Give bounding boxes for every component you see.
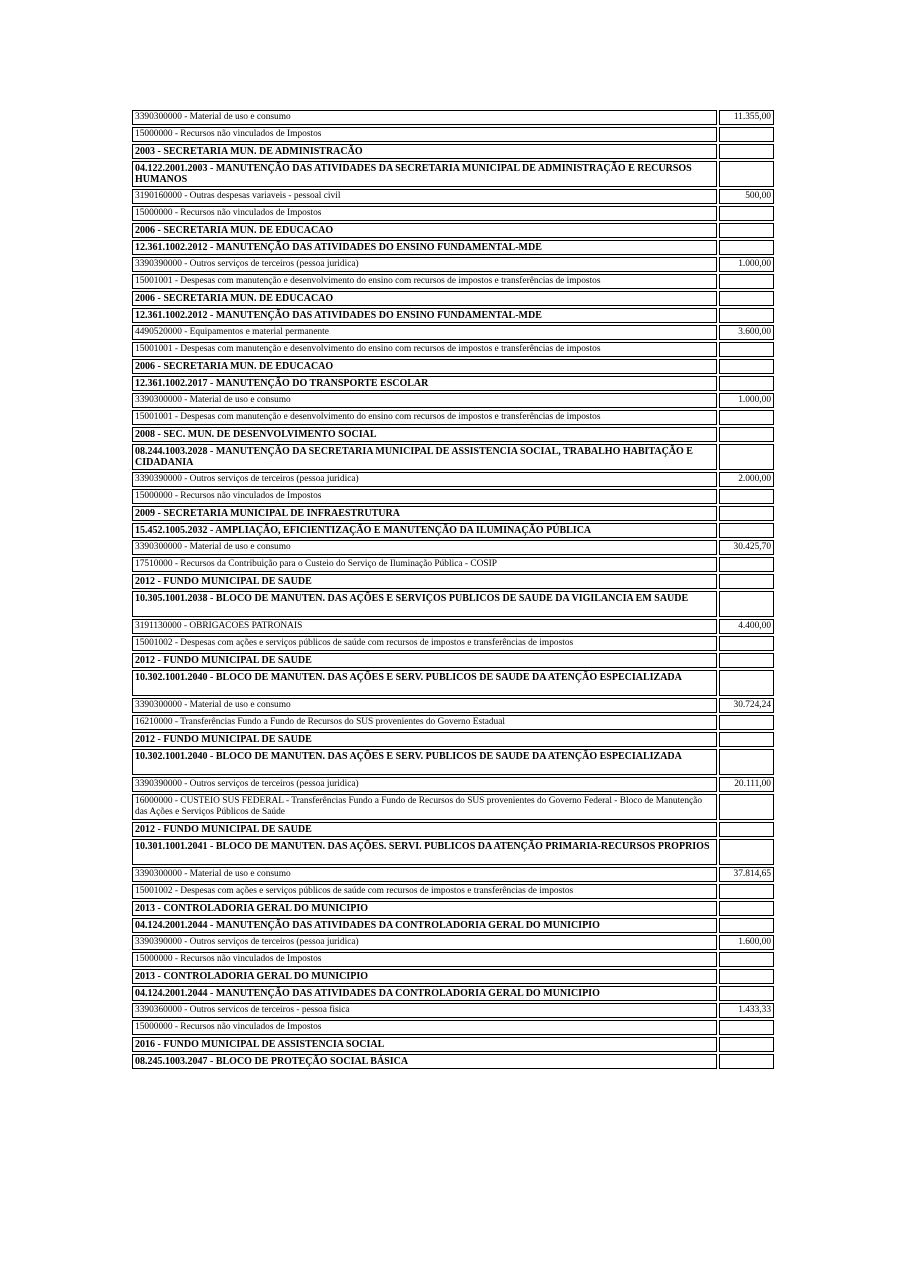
line-item-row xyxy=(132,257,774,272)
section-row xyxy=(132,240,774,255)
row-amount: 11.355,00 xyxy=(719,110,774,125)
row-description: 3191130000 - OBRIGACOES PATRONAIS xyxy=(132,619,717,634)
section-row xyxy=(132,670,774,696)
row-description: 3390390000 - Outros serviços de terceiros (pessoa juridica) xyxy=(132,777,717,792)
row-amount: 4.400,00 xyxy=(719,619,774,634)
row-description: 12.361.1002.2017 - MANUTENÇÃO DO TRANSPORTE ESCOLAR xyxy=(132,376,717,391)
section-row xyxy=(132,822,774,837)
row-amount xyxy=(719,444,774,470)
section-row xyxy=(132,749,774,775)
row-description: 15001001 - Despesas com manutenção e desenvolvimento do ensino com recursos de impostos e transferências de impostos xyxy=(132,274,717,289)
row-description: 15000000 - Recursos não vinculados de Impostos xyxy=(132,952,717,967)
row-amount: 37.814,65 xyxy=(719,867,774,882)
row-description: 2009 - SECRETARIA MUNICIPAL DE INFRAESTRUTURA xyxy=(132,506,717,521)
row-amount: 3.600,00 xyxy=(719,325,774,340)
line-item-row xyxy=(132,867,774,882)
row-amount xyxy=(719,591,774,617)
row-amount xyxy=(719,223,774,238)
row-description: 2012 - FUNDO MUNICIPAL DE SAUDE xyxy=(132,574,717,589)
row-amount xyxy=(719,732,774,747)
row-amount xyxy=(719,969,774,984)
row-description: 15001002 - Despesas com ações e serviços públicos de saúde com recursos de impostos e transferências de impostos xyxy=(132,884,717,899)
row-description: 2006 - SECRETARIA MUN. DE EDUCACAO xyxy=(132,359,717,374)
line-item-row xyxy=(132,777,774,792)
line-item-row xyxy=(132,884,774,899)
row-description: 2012 - FUNDO MUNICIPAL DE SAUDE xyxy=(132,822,717,837)
section-row xyxy=(132,986,774,1001)
row-description: 15000000 - Recursos não vinculados de Impostos xyxy=(132,127,717,142)
line-item-row xyxy=(132,489,774,504)
row-amount: 1.600,00 xyxy=(719,935,774,950)
section-row xyxy=(132,653,774,668)
section-row xyxy=(132,732,774,747)
row-amount xyxy=(719,523,774,538)
line-item-row xyxy=(132,540,774,555)
row-description: 2008 - SEC. MUN. DE DESENVOLVIMENTO SOCIAL xyxy=(132,427,717,442)
line-item-row xyxy=(132,274,774,289)
row-description: 16000000 - CUSTEIO SUS FEDERAL - Transferências Fundo a Fundo de Recursos do SUS provenientes do Governo Federal - Bloco de Manutenção das Ações e Serviços Públicos de Saúde xyxy=(132,794,717,820)
row-amount xyxy=(719,206,774,221)
section-row xyxy=(132,291,774,306)
row-amount: 1.000,00 xyxy=(719,393,774,408)
row-description: 3390300000 - Material de uso e consumo xyxy=(132,540,717,555)
line-item-row xyxy=(132,206,774,221)
line-item-row xyxy=(132,935,774,950)
section-row xyxy=(132,591,774,617)
row-amount xyxy=(719,749,774,775)
row-description: 17510000 - Recursos da Contribuição para o Custeio do Serviço de Iluminação Pública - COSIP xyxy=(132,557,717,572)
row-description: 2006 - SECRETARIA MUN. DE EDUCACAO xyxy=(132,223,717,238)
row-amount xyxy=(719,410,774,425)
row-description: 3390300000 - Material de uso e consumo xyxy=(132,393,717,408)
budget-table-body xyxy=(132,110,774,1069)
section-row xyxy=(132,918,774,933)
row-amount xyxy=(719,1054,774,1069)
row-amount xyxy=(719,127,774,142)
section-row xyxy=(132,1037,774,1052)
row-description: 3390300000 - Material de uso e consumo xyxy=(132,110,717,125)
row-description: 15000000 - Recursos não vinculados de Impostos xyxy=(132,206,717,221)
line-item-row xyxy=(132,393,774,408)
row-amount: 1.000,00 xyxy=(719,257,774,272)
row-amount xyxy=(719,839,774,865)
row-amount xyxy=(719,884,774,899)
row-description: 15000000 - Recursos não vinculados de Impostos xyxy=(132,489,717,504)
section-row xyxy=(132,359,774,374)
row-amount xyxy=(719,359,774,374)
row-description: 04.124.2001.2044 - MANUTENÇÃO DAS ATIVIDADES DA CONTROLADORIA GERAL DO MUNICIPIO xyxy=(132,986,717,1001)
row-amount xyxy=(719,240,774,255)
section-row xyxy=(132,839,774,865)
row-description: 2013 - CONTROLADORIA GERAL DO MUNICIPIO xyxy=(132,901,717,916)
row-amount xyxy=(719,144,774,159)
row-amount: 1.433,33 xyxy=(719,1003,774,1018)
section-row xyxy=(132,161,774,187)
row-amount xyxy=(719,291,774,306)
row-amount xyxy=(719,274,774,289)
line-item-row xyxy=(132,952,774,967)
row-amount xyxy=(719,557,774,572)
line-item-row xyxy=(132,794,774,820)
row-description: 16210000 - Transferências Fundo a Fundo de Recursos do SUS provenientes do Governo Estadual xyxy=(132,715,717,730)
row-amount xyxy=(719,427,774,442)
line-item-row xyxy=(132,325,774,340)
row-amount xyxy=(719,653,774,668)
row-amount xyxy=(719,161,774,187)
section-row xyxy=(132,308,774,323)
row-description: 2012 - FUNDO MUNICIPAL DE SAUDE xyxy=(132,653,717,668)
row-description: 10.301.1001.2041 - BLOCO DE MANUTEN. DAS AÇÕES. SERVI. PUBLICOS DA ATENÇÃO PRIMARIA-RECURSOS PROPRIOS xyxy=(132,839,717,865)
row-amount xyxy=(719,952,774,967)
row-amount xyxy=(719,1020,774,1035)
row-description: 10.302.1001.2040 - BLOCO DE MANUTEN. DAS AÇÕES E SERV. PUBLICOS DE SAUDE DA ATENÇÃO ESPECIALIZADA xyxy=(132,670,717,696)
section-row xyxy=(132,574,774,589)
line-item-row xyxy=(132,715,774,730)
row-description: 2003 - SECRETARIA MUN. DE ADMINISTRACÃO xyxy=(132,144,717,159)
section-row xyxy=(132,523,774,538)
budget-document xyxy=(130,108,770,1071)
line-item-row xyxy=(132,472,774,487)
line-item-row xyxy=(132,410,774,425)
row-amount xyxy=(719,342,774,357)
row-amount xyxy=(719,1037,774,1052)
row-amount: 30.724,24 xyxy=(719,698,774,713)
line-item-row xyxy=(132,557,774,572)
row-description: 3390390000 - Outros serviços de terceiros (pessoa juridica) xyxy=(132,257,717,272)
section-row xyxy=(132,506,774,521)
row-amount xyxy=(719,489,774,504)
line-item-row xyxy=(132,1003,774,1018)
section-row xyxy=(132,1054,774,1069)
section-row xyxy=(132,376,774,391)
row-amount xyxy=(719,986,774,1001)
row-description: 15001001 - Despesas com manutenção e desenvolvimento do ensino com recursos de impostos e transferências de impostos xyxy=(132,342,717,357)
row-description: 08.245.1003.2047 - BLOCO DE PROTEÇÃO SOCIAL BÁSICA xyxy=(132,1054,717,1069)
row-description: 10.302.1001.2040 - BLOCO DE MANUTEN. DAS AÇÕES E SERV. PUBLICOS DE SAUDE DA ATENÇÃO ESPECIALIZADA xyxy=(132,749,717,775)
row-amount: 20.111,00 xyxy=(719,777,774,792)
row-amount xyxy=(719,670,774,696)
row-description: 2006 - SECRETARIA MUN. DE EDUCACAO xyxy=(132,291,717,306)
row-amount xyxy=(719,506,774,521)
section-row xyxy=(132,901,774,916)
row-amount xyxy=(719,636,774,651)
row-description: 08.244.1003.2028 - MANUTENÇÃO DA SECRETARIA MUNICIPAL DE ASSISTENCIA SOCIAL, TRABALHO HABITAÇÃO E CIDADANIA xyxy=(132,444,717,470)
row-description: 3390300000 - Material de uso e consumo xyxy=(132,867,717,882)
row-description: 04.122.2001.2003 - MANUTENÇÃO DAS ATIVIDADES DA SECRETARIA MUNICIPAL DE ADMINISTRAÇÃO E RECURSOS HUMANOS xyxy=(132,161,717,187)
row-description: 2013 - CONTROLADORIA GERAL DO MUNICIPIO xyxy=(132,969,717,984)
row-description: 15001001 - Despesas com manutenção e desenvolvimento do ensino com recursos de impostos e transferências de impostos xyxy=(132,410,717,425)
line-item-row xyxy=(132,342,774,357)
row-description: 4490520000 - Equipamentos e material permanente xyxy=(132,325,717,340)
row-description: 2016 - FUNDO MUNICIPAL DE ASSISTENCIA SOCIAL xyxy=(132,1037,717,1052)
section-row xyxy=(132,444,774,470)
section-row xyxy=(132,427,774,442)
line-item-row xyxy=(132,619,774,634)
row-amount xyxy=(719,376,774,391)
line-item-row xyxy=(132,636,774,651)
row-description: 12.361.1002.2012 - MANUTENÇÃO DAS ATIVIDADES DO ENSINO FUNDAMENTAL-MDE xyxy=(132,308,717,323)
row-amount xyxy=(719,901,774,916)
row-description: 3390300000 - Material de uso e consumo xyxy=(132,698,717,713)
row-amount xyxy=(719,794,774,820)
budget-table xyxy=(130,108,776,1071)
line-item-row xyxy=(132,189,774,204)
row-amount xyxy=(719,308,774,323)
row-amount: 500,00 xyxy=(719,189,774,204)
row-description: 3390390000 - Outros serviços de terceiros (pessoa juridica) xyxy=(132,472,717,487)
row-description: 15000000 - Recursos não vinculados de Impostos xyxy=(132,1020,717,1035)
section-row xyxy=(132,144,774,159)
row-description: 3190160000 - Outras despesas variaveis - pessoal civil xyxy=(132,189,717,204)
row-description: 3390390000 - Outros serviços de terceiros (pessoa juridica) xyxy=(132,935,717,950)
row-description: 2012 - FUNDO MUNICIPAL DE SAUDE xyxy=(132,732,717,747)
line-item-row xyxy=(132,110,774,125)
line-item-row xyxy=(132,127,774,142)
row-description: 3390360000 - Outros servicos de terceiros - pessoa fisica xyxy=(132,1003,717,1018)
row-description: 04.124.2001.2044 - MANUTENÇÃO DAS ATIVIDADES DA CONTROLADORIA GERAL DO MUNICIPIO xyxy=(132,918,717,933)
row-amount xyxy=(719,918,774,933)
row-amount: 2.000,00 xyxy=(719,472,774,487)
row-amount: 30.425,70 xyxy=(719,540,774,555)
line-item-row xyxy=(132,698,774,713)
line-item-row xyxy=(132,1020,774,1035)
row-description: 12.361.1002.2012 - MANUTENÇÃO DAS ATIVIDADES DO ENSINO FUNDAMENTAL-MDE xyxy=(132,240,717,255)
section-row xyxy=(132,969,774,984)
row-description: 15001002 - Despesas com ações e serviços públicos de saúde com recursos de impostos e transferências de impostos xyxy=(132,636,717,651)
row-amount xyxy=(719,715,774,730)
section-row xyxy=(132,223,774,238)
row-description: 15.452.1005.2032 - AMPLIAÇÃO, EFICIENTIZAÇÃO E MANUTENÇÃO DA ILUMINAÇÃO PÚBLICA xyxy=(132,523,717,538)
row-amount xyxy=(719,822,774,837)
row-amount xyxy=(719,574,774,589)
row-description: 10.305.1001.2038 - BLOCO DE MANUTEN. DAS AÇÕES E SERVIÇOS PUBLICOS DE SAUDE DA VIGILANCIA EM SAUDE xyxy=(132,591,717,617)
